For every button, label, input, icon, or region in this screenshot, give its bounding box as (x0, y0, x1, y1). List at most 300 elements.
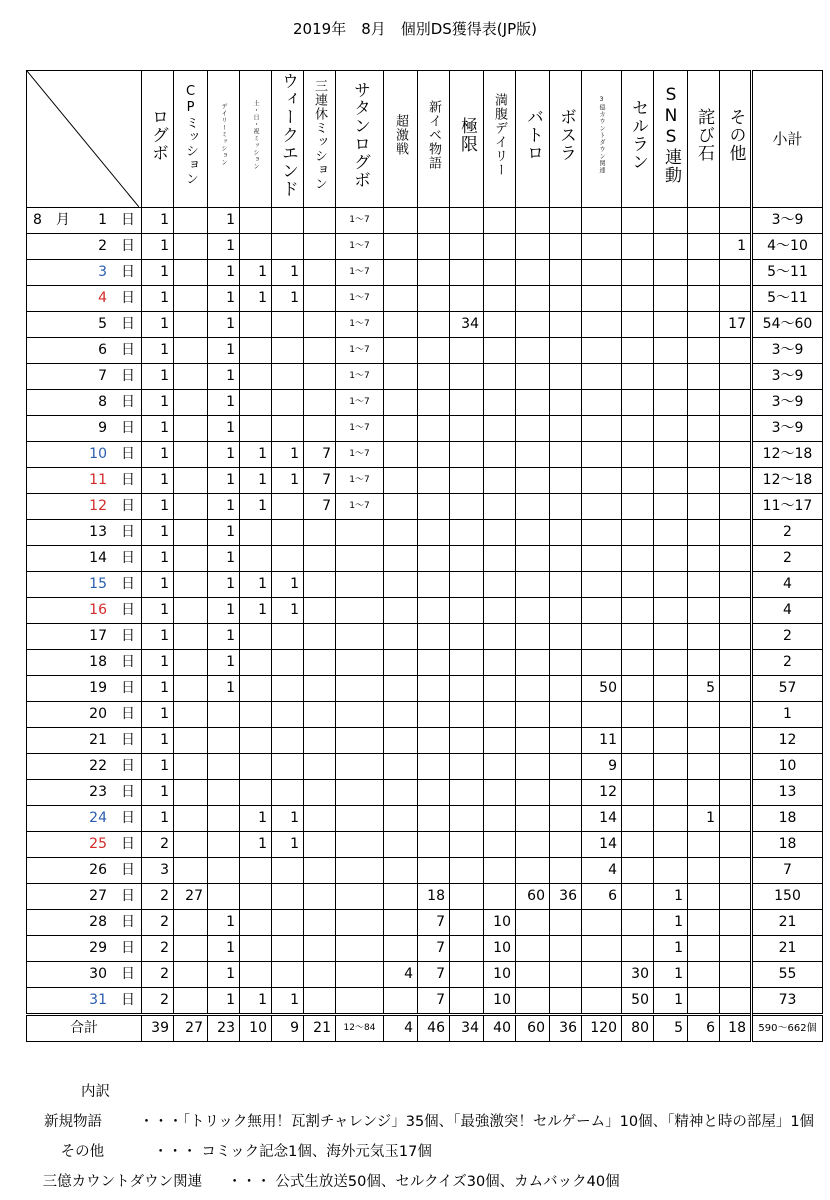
value-cell: 1 (208, 962, 240, 988)
value-cell: 1 (142, 494, 174, 520)
value-cell: 1 (240, 260, 272, 286)
day-number: 6 (98, 342, 107, 358)
value-cell (720, 962, 752, 988)
value-cell: 7 (418, 988, 450, 1015)
value-cell (304, 312, 336, 338)
value-cell (418, 390, 450, 416)
value-cell (654, 702, 688, 728)
day-number: 4 (98, 290, 107, 306)
value-cell (484, 884, 516, 910)
value-cell (688, 884, 720, 910)
subtotal-cell: 3〜9 (752, 338, 823, 364)
subtotal-cell: 13 (752, 780, 823, 806)
value-cell (550, 234, 582, 260)
value-cell (450, 962, 484, 988)
value-cell (384, 910, 418, 936)
value-cell (450, 390, 484, 416)
value-cell (720, 806, 752, 832)
value-cell (418, 780, 450, 806)
subtotal-cell: 4 (752, 572, 823, 598)
value-cell (240, 208, 272, 234)
value-cell (484, 520, 516, 546)
day-label: 日 (121, 602, 135, 618)
value-cell (272, 338, 304, 364)
value-cell (304, 520, 336, 546)
table-row (27, 364, 823, 390)
value-cell (304, 598, 336, 624)
value-cell (720, 468, 752, 494)
value-cell: 1 (240, 988, 272, 1015)
value-cell: 1 (272, 832, 304, 858)
value-cell (272, 910, 304, 936)
value-cell (550, 520, 582, 546)
day-label: 日 (121, 732, 135, 748)
value-cell (720, 390, 752, 416)
value-cell (174, 650, 208, 676)
value-cell (384, 520, 418, 546)
value-cell (516, 286, 550, 312)
value-cell (654, 728, 688, 754)
value-cell: 1 (240, 598, 272, 624)
value-cell (336, 572, 384, 598)
value-cell: 1 (272, 286, 304, 312)
value-cell (450, 546, 484, 572)
value-cell (550, 910, 582, 936)
subtotal-cell: 150 (752, 884, 823, 910)
value-cell (550, 832, 582, 858)
subtotal-cell: 18 (752, 806, 823, 832)
value-cell (384, 312, 418, 338)
value-cell (384, 936, 418, 962)
value-cell (240, 234, 272, 260)
value-cell (304, 624, 336, 650)
total-cell: 5 (654, 1015, 688, 1042)
value-cell: 1 (208, 312, 240, 338)
value-cell (336, 806, 384, 832)
value-cell (240, 520, 272, 546)
value-cell (272, 676, 304, 702)
column-header (142, 71, 174, 208)
value-cell (622, 338, 654, 364)
value-cell: 1 (240, 832, 272, 858)
value-cell (418, 728, 450, 754)
value-cell (418, 598, 450, 624)
value-cell (240, 884, 272, 910)
value-cell (654, 416, 688, 442)
day-label: 日 (121, 342, 135, 358)
date-cell (27, 338, 142, 364)
value-cell (336, 962, 384, 988)
corner-cell (27, 71, 142, 208)
value-cell: 7 (418, 936, 450, 962)
value-cell: 1 (208, 572, 240, 598)
value-cell (516, 572, 550, 598)
value-cell: 7 (418, 962, 450, 988)
value-cell (418, 468, 450, 494)
date-cell (27, 312, 142, 338)
value-cell (418, 442, 450, 468)
value-cell (582, 520, 622, 546)
day-number: 30 (89, 966, 107, 982)
note-text: ・・・ 公式生放送50個、セルクイズ30個、カムバック40個 (227, 1174, 620, 1190)
value-cell (550, 780, 582, 806)
value-cell (418, 754, 450, 780)
value-cell: 1 (208, 234, 240, 260)
value-cell (304, 858, 336, 884)
value-cell (516, 546, 550, 572)
value-cell (304, 364, 336, 390)
subtotal-cell: 55 (752, 962, 823, 988)
value-cell (484, 338, 516, 364)
date-cell (27, 806, 142, 832)
value-cell (582, 546, 622, 572)
value-cell: 1 (240, 572, 272, 598)
value-cell (582, 390, 622, 416)
value-cell (384, 546, 418, 572)
value-cell (688, 728, 720, 754)
value-cell (622, 208, 654, 234)
value-cell (384, 988, 418, 1015)
value-cell (174, 520, 208, 546)
value-cell (516, 364, 550, 390)
value-cell (484, 832, 516, 858)
date-cell (27, 442, 142, 468)
total-cell: 18 (720, 1015, 752, 1042)
value-cell (720, 598, 752, 624)
value-cell: 1 (208, 260, 240, 286)
value-cell (550, 572, 582, 598)
value-cell (272, 936, 304, 962)
date-cell (27, 416, 142, 442)
value-cell (384, 468, 418, 494)
value-cell (240, 728, 272, 754)
value-cell (304, 936, 336, 962)
value-cell: 1 (142, 260, 174, 286)
value-cell (688, 754, 720, 780)
value-cell (622, 884, 654, 910)
subtotal-cell: 4 (752, 598, 823, 624)
value-cell (484, 208, 516, 234)
value-cell (484, 754, 516, 780)
column-header-label: デイリーミッション (220, 103, 227, 166)
value-cell (174, 468, 208, 494)
day-label: 日 (121, 550, 135, 566)
value-cell (384, 208, 418, 234)
value-cell: 2 (142, 832, 174, 858)
total-cell: 9 (272, 1015, 304, 1042)
value-cell (240, 780, 272, 806)
value-cell (272, 312, 304, 338)
value-cell (720, 754, 752, 780)
value-cell: 1 (142, 598, 174, 624)
value-cell (582, 364, 622, 390)
value-cell: 1 (240, 806, 272, 832)
value-cell: 1〜7 (336, 364, 384, 390)
table-row (27, 260, 823, 286)
value-cell: 1〜7 (336, 468, 384, 494)
table-row (27, 598, 823, 624)
value-cell (418, 312, 450, 338)
date-cell (27, 910, 142, 936)
day-number: 25 (89, 836, 107, 852)
column-header-label: ウィークエンド (278, 71, 298, 198)
value-cell (174, 988, 208, 1015)
column-header-subtotal: 小計 (752, 71, 823, 208)
value-cell: 10 (484, 936, 516, 962)
value-cell (720, 364, 752, 390)
value-cell (240, 702, 272, 728)
value-cell: 1 (208, 390, 240, 416)
table-body (27, 208, 823, 1015)
value-cell: 1 (688, 806, 720, 832)
value-cell (550, 260, 582, 286)
subtotal-cell: 21 (752, 910, 823, 936)
value-cell (450, 884, 484, 910)
day-number: 8 (98, 394, 107, 410)
note-text: ・・・「トリック無用！瓦割チャレンジ」35個、「最強激突！セルゲーム」10個、「精神と時の部屋」1個 (139, 1114, 815, 1130)
total-cell: 60 (516, 1015, 550, 1042)
value-cell (174, 962, 208, 988)
value-cell (304, 390, 336, 416)
date-cell (27, 650, 142, 676)
value-cell (208, 728, 240, 754)
header-row (27, 71, 823, 208)
value-cell (272, 754, 304, 780)
date-cell (27, 884, 142, 910)
table-row (27, 312, 823, 338)
day-label: 日 (121, 680, 135, 696)
value-cell (304, 988, 336, 1015)
value-cell: 14 (582, 806, 622, 832)
total-cell: 80 (622, 1015, 654, 1042)
value-cell: 1 (208, 520, 240, 546)
value-cell: 1 (142, 676, 174, 702)
value-cell (654, 442, 688, 468)
value-cell: 7 (304, 494, 336, 520)
value-cell (304, 780, 336, 806)
note-label: 三億カウントダウン関連 (42, 1174, 203, 1190)
column-header-label: 土・日・祝ミッション (252, 99, 259, 170)
value-cell: 1 (142, 572, 174, 598)
column-header (450, 71, 484, 208)
total-cell: 46 (418, 1015, 450, 1042)
value-cell (720, 910, 752, 936)
value-cell (304, 234, 336, 260)
value-cell (688, 780, 720, 806)
column-header-label: ログボ (148, 107, 168, 162)
value-cell (516, 208, 550, 234)
value-cell (272, 728, 304, 754)
value-cell (384, 728, 418, 754)
value-cell: 1 (208, 416, 240, 442)
table-row (27, 208, 823, 234)
value-cell (688, 338, 720, 364)
note-item (44, 1107, 814, 1137)
value-cell (550, 208, 582, 234)
day-label: 日 (121, 654, 135, 670)
value-cell (484, 806, 516, 832)
value-cell: 1 (208, 936, 240, 962)
value-cell (240, 650, 272, 676)
subtotal-cell: 3〜9 (752, 390, 823, 416)
value-cell (240, 390, 272, 416)
value-cell (450, 676, 484, 702)
value-cell (336, 910, 384, 936)
day-label: 日 (121, 290, 135, 306)
day-label: 日 (121, 992, 135, 1008)
value-cell: 1 (208, 988, 240, 1015)
value-cell (688, 468, 720, 494)
value-cell: 1〜7 (336, 390, 384, 416)
value-cell: 1 (654, 884, 688, 910)
value-cell (654, 780, 688, 806)
value-cell (174, 442, 208, 468)
value-cell (384, 624, 418, 650)
value-cell (418, 338, 450, 364)
subtotal-cell: 57 (752, 676, 823, 702)
value-cell: 1 (240, 442, 272, 468)
column-header-label: 詫び石 (694, 107, 714, 162)
day-number: 7 (98, 368, 107, 384)
day-number: 28 (89, 914, 107, 930)
value-cell (582, 624, 622, 650)
value-cell: 1 (208, 494, 240, 520)
value-cell: 1〜7 (336, 338, 384, 364)
value-cell: 4 (582, 858, 622, 884)
value-cell: 1 (208, 650, 240, 676)
value-cell (272, 208, 304, 234)
value-cell (550, 728, 582, 754)
value-cell (516, 416, 550, 442)
value-cell: 30 (622, 962, 654, 988)
table-row (27, 286, 823, 312)
value-cell (720, 702, 752, 728)
column-header-label: バトロ (523, 107, 543, 162)
value-cell (622, 286, 654, 312)
value-cell: 1 (272, 468, 304, 494)
day-number: 11 (89, 472, 107, 488)
value-cell (516, 390, 550, 416)
day-number: 18 (89, 654, 107, 670)
value-cell (418, 832, 450, 858)
value-cell: 1 (208, 364, 240, 390)
day-label: 日 (121, 264, 135, 280)
value-cell (174, 286, 208, 312)
value-cell (720, 832, 752, 858)
value-cell: 7 (304, 442, 336, 468)
value-cell (384, 832, 418, 858)
value-cell (688, 572, 720, 598)
value-cell (450, 234, 484, 260)
value-cell: 10 (484, 910, 516, 936)
value-cell: 1 (142, 650, 174, 676)
value-cell: 1 (142, 234, 174, 260)
value-cell: 1 (654, 988, 688, 1015)
value-cell (516, 494, 550, 520)
table-row (27, 624, 823, 650)
value-cell (622, 468, 654, 494)
day-number: 24 (89, 810, 107, 826)
value-cell: 1 (240, 286, 272, 312)
value-cell (516, 910, 550, 936)
value-cell (654, 806, 688, 832)
value-cell (550, 702, 582, 728)
value-cell (720, 676, 752, 702)
value-cell (516, 832, 550, 858)
value-cell (418, 624, 450, 650)
table-row (27, 754, 823, 780)
value-cell (304, 286, 336, 312)
day-number: 23 (89, 784, 107, 800)
value-cell (688, 546, 720, 572)
value-cell (582, 702, 622, 728)
value-cell (336, 858, 384, 884)
value-cell (450, 338, 484, 364)
value-cell (582, 936, 622, 962)
value-cell: 1 (208, 442, 240, 468)
date-cell (27, 520, 142, 546)
value-cell (304, 910, 336, 936)
subtotal-cell: 3〜9 (752, 364, 823, 390)
value-cell: 1 (208, 468, 240, 494)
value-cell: 50 (622, 988, 654, 1015)
value-cell (174, 754, 208, 780)
value-cell (654, 624, 688, 650)
day-number: 19 (89, 680, 107, 696)
value-cell (336, 702, 384, 728)
table-row (27, 910, 823, 936)
value-cell (450, 598, 484, 624)
value-cell (336, 988, 384, 1015)
value-cell (654, 208, 688, 234)
value-cell (622, 806, 654, 832)
day-number: 20 (89, 706, 107, 722)
value-cell (336, 936, 384, 962)
subtotal-cell: 7 (752, 858, 823, 884)
value-cell (622, 832, 654, 858)
day-label: 日 (121, 940, 135, 956)
value-cell: 1 (654, 910, 688, 936)
value-cell (550, 286, 582, 312)
value-cell: 1 (142, 728, 174, 754)
value-cell (336, 650, 384, 676)
day-label: 日 (121, 862, 135, 878)
value-cell (384, 780, 418, 806)
value-cell (384, 754, 418, 780)
value-cell (582, 468, 622, 494)
note-item (44, 1137, 814, 1167)
value-cell: 1〜7 (336, 286, 384, 312)
value-cell: 2 (142, 962, 174, 988)
value-cell: 50 (582, 676, 622, 702)
value-cell (516, 312, 550, 338)
day-number: 3 (98, 264, 107, 280)
value-cell (720, 520, 752, 546)
value-cell (654, 312, 688, 338)
value-cell (516, 962, 550, 988)
value-cell (484, 364, 516, 390)
value-cell (688, 832, 720, 858)
value-cell (450, 572, 484, 598)
value-cell (654, 260, 688, 286)
subtotal-cell: 3〜9 (752, 416, 823, 442)
total-cell: 21 (304, 1015, 336, 1042)
value-cell (384, 676, 418, 702)
value-cell (484, 234, 516, 260)
value-cell (516, 780, 550, 806)
page-title: 2019年 8月 個別DS獲得表(JP版) (293, 20, 537, 38)
table-row (27, 546, 823, 572)
